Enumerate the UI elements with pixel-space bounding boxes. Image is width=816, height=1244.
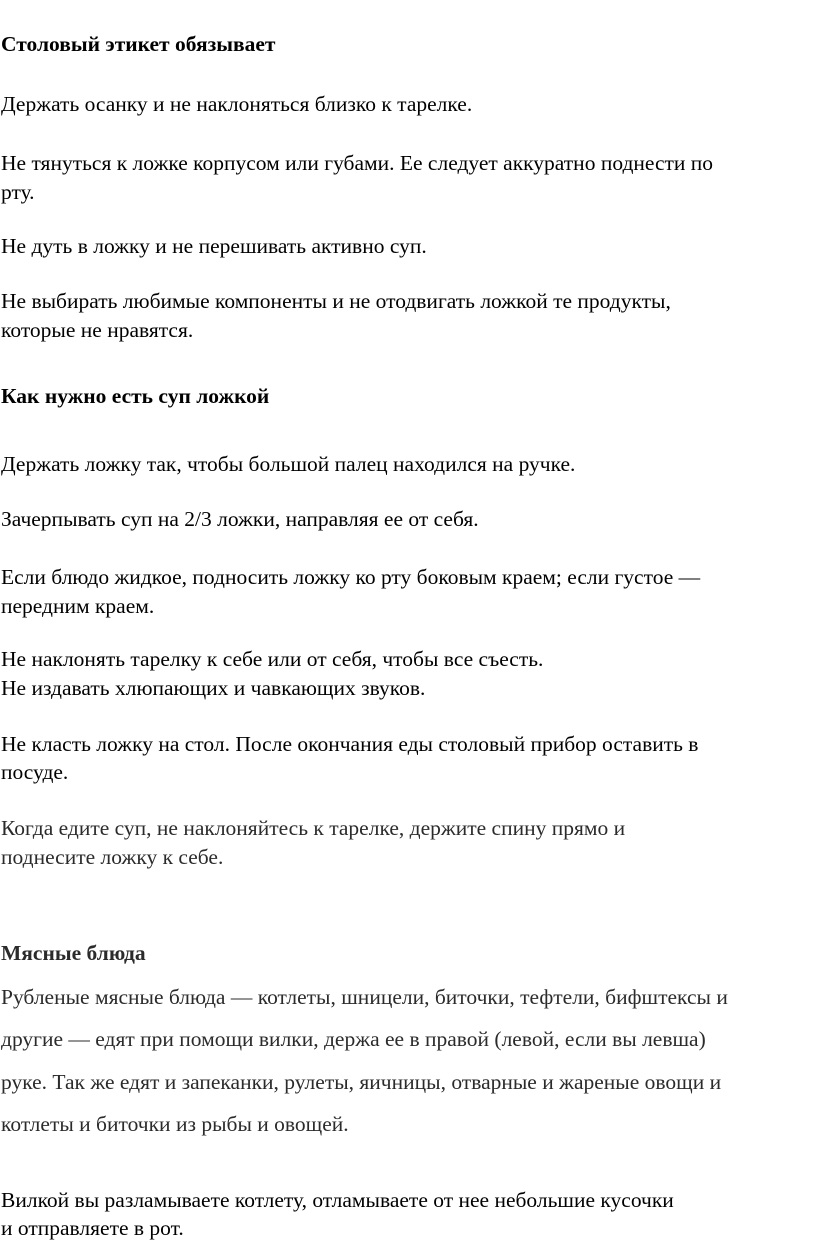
paragraph-line: Вилкой вы разламываете котлету, отламываете от нее небольшие кусочки bbox=[1, 1188, 674, 1212]
section-heading-meat-dishes: Мясные блюда bbox=[1, 941, 146, 965]
paragraph-line: Держать осанку и не наклоняться близко к тарелке. bbox=[1, 92, 473, 116]
paragraph-line: Не дуть в ложку и не перешивать активно суп. bbox=[1, 234, 427, 258]
paragraph-line: Не выбирать любимые компоненты и не отодвигать ложкой те продукты, bbox=[1, 289, 671, 313]
paragraph-line: передним краем. bbox=[1, 594, 155, 618]
paragraph-line: Держать ложку так, чтобы большой палец находился на ручке. bbox=[1, 452, 576, 476]
paragraph-line: Когда едите суп, не наклоняйтесь к тарелке, держите спину прямо и bbox=[1, 816, 626, 840]
paragraph-line: Не тянуться к ложке корпусом или губами. Ее следует аккуратно поднести по bbox=[1, 151, 714, 175]
paragraph-line: Не класть ложку на стол. После окончания еды столовый прибор оставить в bbox=[1, 732, 699, 756]
paragraph-line: Не наклонять тарелку к себе или от себя, чтобы все съесть. bbox=[1, 647, 544, 671]
section-heading-soup: Как нужно есть суп ложкой bbox=[1, 384, 270, 408]
paragraph-line: посуде. bbox=[1, 760, 69, 784]
paragraph-line: и отправляете в рот. bbox=[1, 1216, 184, 1240]
paragraph-line: Зачерпывать суп на 2/3 ложки, направляя ее от себя. bbox=[1, 507, 479, 531]
section-heading-table-etiquette: Столовый этикет обязывает bbox=[1, 32, 276, 56]
paragraph-line: которые не нравятся. bbox=[1, 318, 194, 342]
paragraph-line: котлеты и биточки из рыбы и овощей. bbox=[1, 1112, 349, 1136]
paragraph-line: другие — едят при помощи вилки, держа ее в правой (левой, если вы левша) bbox=[1, 1027, 706, 1051]
paragraph-line: поднесите ложку к себе. bbox=[1, 845, 224, 869]
paragraph-line: Если блюдо жидкое, подносить ложку ко рту боковым краем; если густое — bbox=[1, 565, 701, 589]
paragraph-line: Рубленые мясные блюда — котлеты, шницели, биточки, тефтели, бифштексы и bbox=[1, 985, 728, 1009]
paragraph-line: рту. bbox=[1, 180, 35, 204]
paragraph-line: руке. Так же едят и запеканки, рулеты, яичницы, отварные и жареные овощи и bbox=[1, 1070, 722, 1094]
paragraph-line: Не издавать хлюпающих и чавкающих звуков. bbox=[1, 676, 426, 700]
